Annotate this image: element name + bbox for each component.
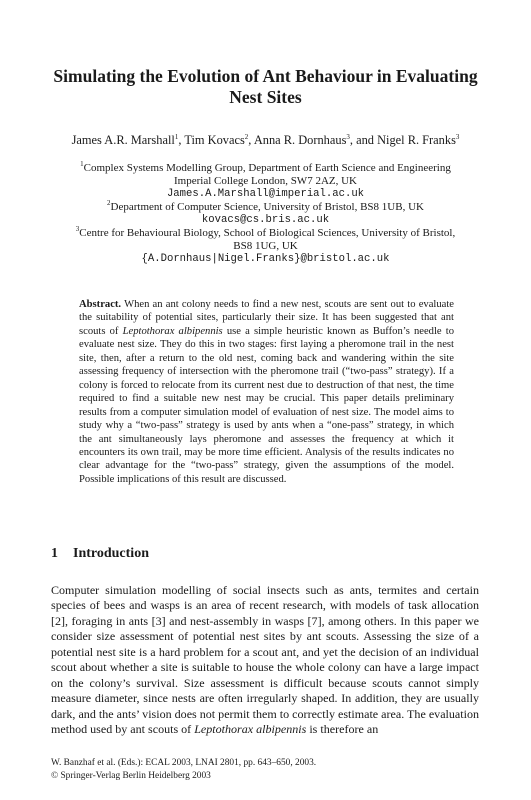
affiliation-2 <box>30 201 501 227</box>
author-name: Anna R. Dornhaus <box>253 133 347 147</box>
section-heading <box>51 545 149 562</box>
affiliation-line: Centre for Behavioural Biology, School of Biological Sciences, University of Bristol, <box>79 227 456 239</box>
title-line-1: Simulating the Evolution of Ant Behaviour in Evaluating <box>53 66 478 86</box>
affiliation-1 <box>30 162 501 202</box>
affiliation-email[interactable]: James.A.Marshall@imperial.ac.uk <box>166 188 365 201</box>
author-list <box>30 133 501 148</box>
affiliation-email[interactable]: kovacs@cs.bris.ac.uk <box>201 214 330 227</box>
affiliation-mark: 2 <box>107 199 111 207</box>
abstract-label: Abstract. <box>79 299 122 310</box>
species-name: Leptothorax albipennis <box>194 722 307 737</box>
body-text: Computer simulation modelling of social insects such as ants, termites and certain species of bees and wasps is an area of recent research, with models of task allocation [2], foraging in ants [3] and nest-assembly in wasps [7], among others. In this paper we consider size assessment of potential nest sites by ant scouts. Assessing the size of a potential nest site is a hard problem for a scout ant, and yet the decision of an individual scout about whether a site is suitable to house the whole colony can have a large impact on the colony’s survival. Size assessment is difficult because scouts cannot simply measure diameter, since nests are often irregularly shaped. In addition, they are usually dark, and the ants’ vision does not permit them to correctly estimate area. The evaluation method used by ant scouts of <box>51 583 479 737</box>
author-separator: , <box>178 133 185 147</box>
copyright-line: © Springer-Verlag Berlin Heidelberg 2003 <box>51 770 211 781</box>
author-affiliation-mark: 2 <box>244 133 249 141</box>
citation-line: W. Banzhaf et al. (Eds.): ECAL 2003, LNAI 2801, pp. 643–650, 2003. <box>51 758 317 768</box>
affiliation-3 <box>30 227 501 267</box>
author-name: Tim Kovacs <box>184 133 245 147</box>
author-affiliation-mark: 3 <box>346 133 350 141</box>
title-line-2: Nest Sites <box>229 87 302 107</box>
species-name: Leptothorax albipennis <box>122 325 223 337</box>
author-separator: , and <box>349 133 378 147</box>
section-number: 1 <box>51 546 58 561</box>
affiliation-line: Complex Systems Modelling Group, Department of Earth Science and Engineering <box>83 162 451 174</box>
abstract-text: When an ant colony needs to find a new nest, scouts are sent out to evaluate the suitability of potential sites, particularly their size. It has been suggested that ant scouts of <box>79 299 454 337</box>
affiliation-mark: 1 <box>80 160 84 168</box>
affiliation-line: Department of Computer Science, University of Bristol, BS8 1UB, UK <box>110 201 424 213</box>
abstract-text: use a simple heuristic known as Buffon’s needle to evaluate nest size. They do this in two stages: first laying a pheromone trail in the nest site, then, after a return to the old nest, coming back and wandering within the site assessing frequency of intersection with the pheromone trail (“two-pass” strategy). If a colony is forced to relocate from its current nest due to destruction of that nest, the time required to find a suitable new nest may be crucial. This paper details preliminary results from a computer simulation model of evaluation of nest size. The model aims to study why a “two-pass” strategy is used by ants when a “one-pass” strategy, in which the ant simultaneously lays pheromone and assesses the frequency at which it encounters its own trail, may be more time efficient. Analysis of the results indicates no clear advantage for the “two-pass” strategy, given the assumptions of the model. Possible implications of this result are discussed. <box>79 325 454 485</box>
affiliation-line: Imperial College London, SW7 2AZ, UK <box>174 175 357 188</box>
paper-title <box>40 66 491 108</box>
affiliation-line: BS8 1UG, UK <box>233 240 298 253</box>
affiliation-email[interactable]: {A.Dornhaus|Nigel.Franks}@bristol.ac.uk <box>141 253 390 266</box>
introduction-paragraph <box>51 583 479 738</box>
author-separator: , <box>248 133 254 147</box>
author-affiliation-mark: 3 <box>455 133 460 141</box>
author-affiliation-mark: 1 <box>174 133 179 141</box>
section-title: Introduction <box>73 546 149 561</box>
body-text: is therefore an <box>306 722 379 737</box>
author-name: James A.R. Marshall <box>71 133 175 147</box>
abstract <box>79 298 454 486</box>
author-name: Nigel R. Franks <box>377 133 456 147</box>
affiliation-mark: 3 <box>75 225 80 233</box>
page-footer <box>51 757 316 782</box>
